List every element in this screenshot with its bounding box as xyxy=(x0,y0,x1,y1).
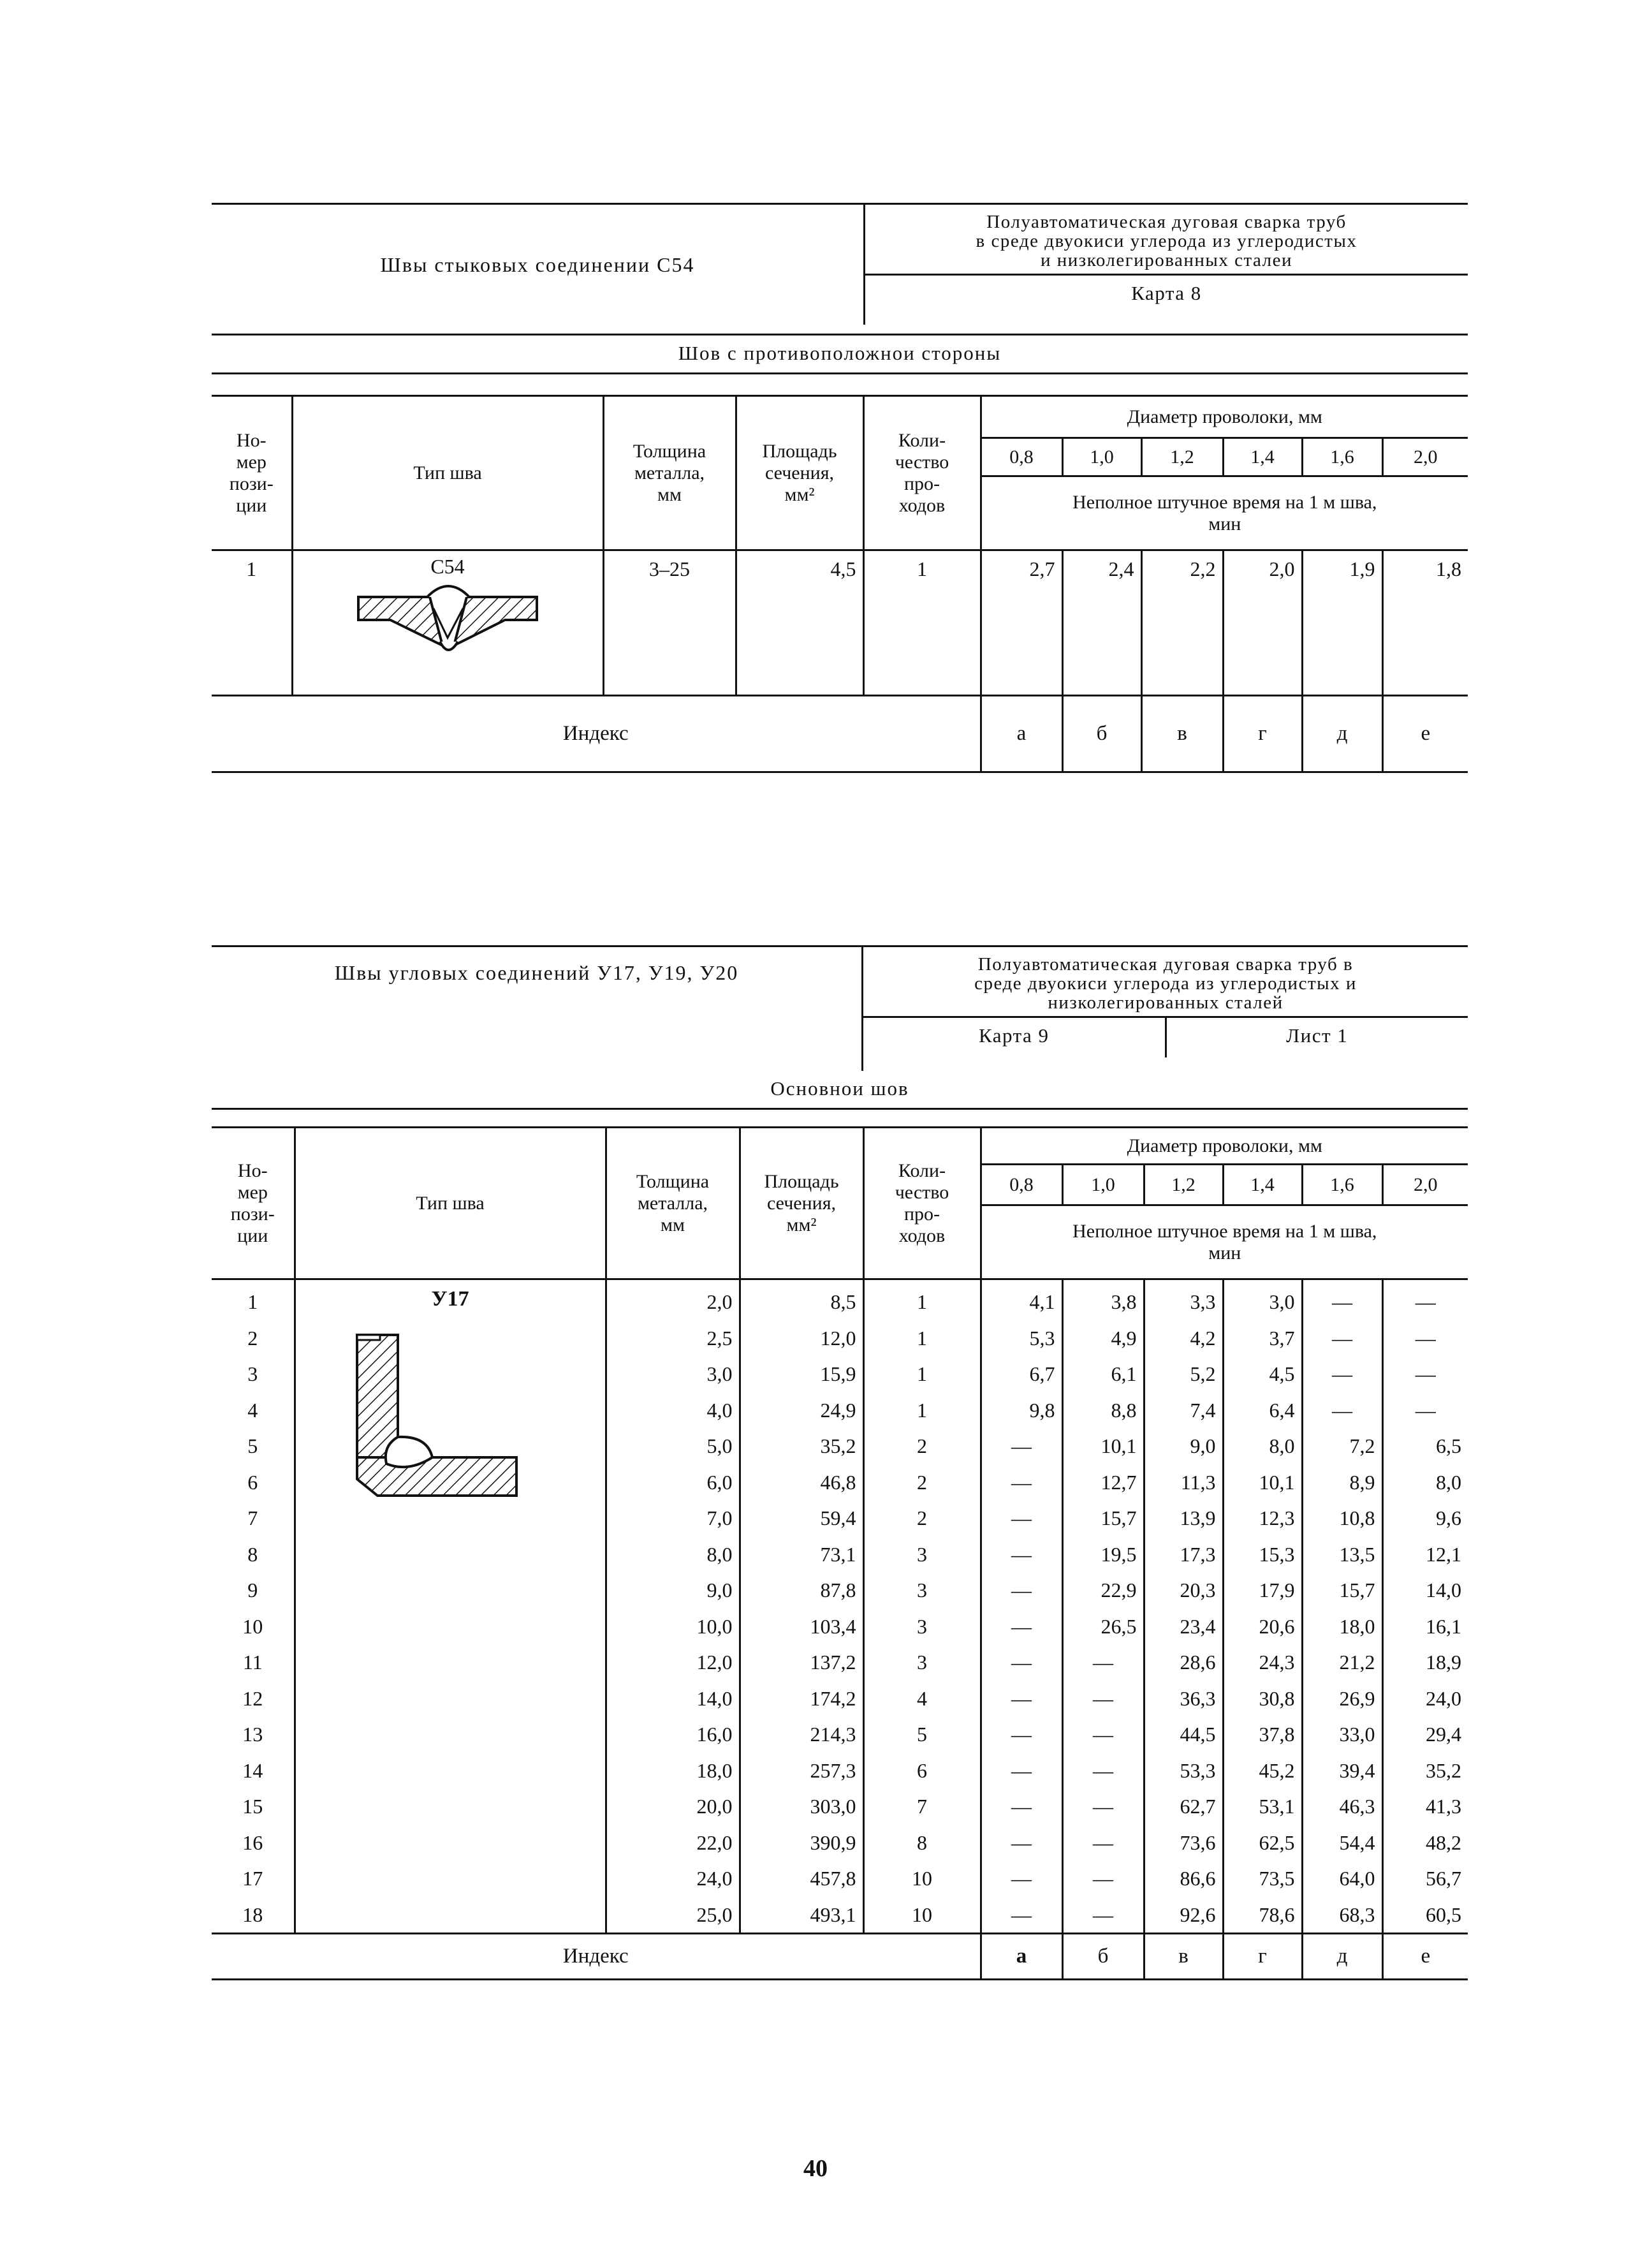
header-line: про- xyxy=(903,1203,940,1225)
row-thickness: 8,0 xyxy=(606,1536,740,1573)
joint-type-cell xyxy=(292,550,603,696)
row-time: 8,8 xyxy=(1062,1392,1144,1429)
row-area: 59,4 xyxy=(740,1500,863,1536)
row-time: 53,3 xyxy=(1144,1753,1223,1789)
row-time: 20,6 xyxy=(1223,1609,1302,1645)
diameter-1-0: 1,0 xyxy=(1062,1165,1144,1205)
row-time: 64,0 xyxy=(1302,1860,1382,1897)
title-line: Полуавтоматическая дуговая сварка труб в xyxy=(977,954,1354,975)
row-time: — xyxy=(981,1681,1062,1717)
row-passes: 3 xyxy=(863,1572,981,1609)
header-line: металла, xyxy=(634,462,705,483)
title-line: и низколегированных сталеи xyxy=(1040,250,1293,270)
row-time: — xyxy=(1062,1860,1144,1897)
row-time: — xyxy=(1062,1825,1144,1861)
card-9-karta-row xyxy=(863,1016,1468,1057)
row-position: 12 xyxy=(212,1681,295,1717)
row-time: 3,8 xyxy=(1062,1279,1144,1320)
header-line: ции xyxy=(237,1225,268,1246)
row-passes: 2 xyxy=(863,1500,981,1536)
header-line: Площадь xyxy=(762,440,837,462)
row-time: 21,2 xyxy=(1302,1644,1382,1681)
row-time: 2,4 xyxy=(1062,550,1141,696)
row-time: 30,8 xyxy=(1223,1681,1302,1717)
row-time: 35,2 xyxy=(1382,1753,1468,1789)
row-time: 48,2 xyxy=(1382,1825,1468,1861)
header-type: Тип шва xyxy=(292,396,603,550)
row-time: — xyxy=(1062,1753,1144,1789)
row-time: — xyxy=(981,1464,1062,1501)
title-line: низколегированных сталей xyxy=(1048,992,1284,1013)
row-passes: 8 xyxy=(863,1825,981,1861)
row-area: 4,5 xyxy=(736,550,863,696)
row-area: 35,2 xyxy=(740,1428,863,1464)
diameter-2-0: 2,0 xyxy=(1382,1165,1468,1205)
title-line: в среде двуокиси углерода из углеродистых xyxy=(976,231,1357,251)
row-thickness: 6,0 xyxy=(606,1464,740,1501)
row-thickness: 2,0 xyxy=(606,1279,740,1320)
row-passes: 4 xyxy=(863,1681,981,1717)
page-number: 40 xyxy=(803,2155,828,2182)
row-time: 68,3 xyxy=(1302,1897,1382,1934)
row-time: — xyxy=(1062,1788,1144,1825)
row-time: 9,6 xyxy=(1382,1500,1468,1536)
row-time: 18,9 xyxy=(1382,1644,1468,1681)
row-position: 16 xyxy=(212,1825,295,1861)
header-passes xyxy=(863,396,981,550)
index-letter: в xyxy=(1141,696,1223,772)
row-time: 6,7 xyxy=(981,1356,1062,1392)
row-time: — xyxy=(1062,1897,1144,1934)
row-time: 17,3 xyxy=(1144,1536,1223,1573)
row-passes: 7 xyxy=(863,1788,981,1825)
row-area: 8,5 xyxy=(740,1279,863,1320)
row-area: 46,8 xyxy=(740,1464,863,1501)
row-time: 22,9 xyxy=(1062,1572,1144,1609)
diameter-2-0: 2,0 xyxy=(1382,438,1468,476)
card-8 xyxy=(212,203,1468,773)
row-thickness: 10,0 xyxy=(606,1609,740,1645)
header-line: мм² xyxy=(784,483,815,505)
row-time: 6,1 xyxy=(1062,1356,1144,1392)
row-time: 46,3 xyxy=(1302,1788,1382,1825)
title-line: среде двуокиси углерода из углеродистых и xyxy=(974,973,1357,994)
row-position: 18 xyxy=(212,1897,295,1934)
row-time: — xyxy=(1382,1320,1468,1357)
row-time: — xyxy=(981,1644,1062,1681)
joint-type-cell xyxy=(295,1279,606,1934)
header-position xyxy=(212,1128,295,1279)
header-line: металла, xyxy=(637,1192,708,1214)
header-line: Неполное штучное время на 1 м шва, xyxy=(1072,491,1377,513)
butt-weld-drawing xyxy=(352,579,543,668)
row-time: 23,4 xyxy=(1144,1609,1223,1645)
row-time: 28,6 xyxy=(1144,1644,1223,1681)
header-type: Тип шва xyxy=(295,1128,606,1279)
row-position: 14 xyxy=(212,1753,295,1789)
row-passes: 1 xyxy=(863,550,981,696)
header-line: ходов xyxy=(898,1225,946,1246)
row-position: 1 xyxy=(212,1279,295,1320)
row-area: 174,2 xyxy=(740,1681,863,1717)
row-time: — xyxy=(981,1897,1062,1934)
table-row xyxy=(212,1279,1468,1320)
header-line: мер xyxy=(237,1181,268,1203)
corner-weld-drawing xyxy=(332,1316,523,1507)
row-position: 8 xyxy=(212,1536,295,1573)
row-time: — xyxy=(981,1536,1062,1573)
row-thickness: 12,0 xyxy=(606,1644,740,1681)
row-thickness: 14,0 xyxy=(606,1681,740,1717)
row-position: 6 xyxy=(212,1464,295,1501)
header-line: чество xyxy=(895,451,949,473)
row-time: 6,4 xyxy=(1223,1392,1302,1429)
row-time: 15,7 xyxy=(1302,1572,1382,1609)
row-time: 8,0 xyxy=(1382,1464,1468,1501)
card-9-right-title xyxy=(863,947,1468,1016)
row-time: 37,8 xyxy=(1223,1716,1302,1753)
diameter-1-0: 1,0 xyxy=(1062,438,1141,476)
header-line: мин xyxy=(1208,1242,1241,1263)
row-time: 4,5 xyxy=(1223,1356,1302,1392)
card-9-header xyxy=(212,945,1468,1071)
diameter-0-8: 0,8 xyxy=(981,1165,1062,1205)
row-thickness: 3,0 xyxy=(606,1356,740,1392)
row-thickness: 7,0 xyxy=(606,1500,740,1536)
index-letter: б xyxy=(1062,1934,1144,1980)
joint-type-label: С54 xyxy=(430,555,465,578)
row-passes: 10 xyxy=(863,1897,981,1934)
row-thickness: 20,0 xyxy=(606,1788,740,1825)
row-area: 390,9 xyxy=(740,1825,863,1861)
row-position: 9 xyxy=(212,1572,295,1609)
header-position xyxy=(212,396,292,550)
row-passes: 2 xyxy=(863,1464,981,1501)
row-time: 20,3 xyxy=(1144,1572,1223,1609)
header-thickness xyxy=(603,396,736,550)
header-line: Толщина xyxy=(633,440,706,462)
header-line: мм xyxy=(657,483,682,505)
row-area: 257,3 xyxy=(740,1753,863,1789)
diameter-1-4: 1,4 xyxy=(1223,438,1302,476)
index-label: Индекс xyxy=(212,1934,981,1980)
card-9 xyxy=(212,945,1468,1980)
row-time: — xyxy=(981,1860,1062,1897)
row-time: 8,9 xyxy=(1302,1464,1382,1501)
row-time: 62,5 xyxy=(1223,1825,1302,1861)
row-time: 4,1 xyxy=(981,1279,1062,1320)
card-8-subtitle: Шов с противоположнои стороны xyxy=(212,334,1468,374)
row-passes: 1 xyxy=(863,1320,981,1357)
row-time: — xyxy=(1302,1392,1382,1429)
row-passes: 10 xyxy=(863,1860,981,1897)
header-line: Коли- xyxy=(898,1160,946,1181)
index-letter: г xyxy=(1223,1934,1302,1980)
row-area: 15,9 xyxy=(740,1356,863,1392)
row-area: 87,8 xyxy=(740,1572,863,1609)
diameter-1-4: 1,4 xyxy=(1223,1165,1302,1205)
row-time: 13,5 xyxy=(1302,1536,1382,1573)
header-line: мер xyxy=(236,451,267,473)
row-time: 92,6 xyxy=(1144,1897,1223,1934)
row-time: 16,1 xyxy=(1382,1609,1468,1645)
row-passes: 5 xyxy=(863,1716,981,1753)
header-line: Толщина xyxy=(636,1170,710,1192)
row-area: 24,9 xyxy=(740,1392,863,1429)
header-time xyxy=(981,1205,1468,1279)
index-letter: е xyxy=(1382,1934,1468,1980)
row-thickness: 22,0 xyxy=(606,1825,740,1861)
row-time: 10,8 xyxy=(1302,1500,1382,1536)
title-line: Полуавтоматическая дуговая сварка труб xyxy=(986,212,1347,232)
row-time: — xyxy=(1382,1279,1468,1320)
header-line: чество xyxy=(895,1181,949,1203)
row-time: 56,7 xyxy=(1382,1860,1468,1897)
row-time: 1,8 xyxy=(1382,550,1468,696)
index-letter: д xyxy=(1302,1934,1382,1980)
diameter-1-6: 1,6 xyxy=(1302,438,1382,476)
index-letter: г xyxy=(1223,696,1302,772)
header-line: пози- xyxy=(229,473,274,494)
row-time: 13,9 xyxy=(1144,1500,1223,1536)
row-passes: 6 xyxy=(863,1753,981,1789)
row-time: 3,0 xyxy=(1223,1279,1302,1320)
card-8-table xyxy=(212,395,1468,773)
card-9-rows xyxy=(212,1279,1468,1934)
row-passes: 3 xyxy=(863,1536,981,1573)
row-position: 3 xyxy=(212,1356,295,1392)
row-area: 73,1 xyxy=(740,1536,863,1573)
header-thickness xyxy=(606,1128,740,1279)
row-thickness: 9,0 xyxy=(606,1572,740,1609)
row-time: 10,1 xyxy=(1223,1464,1302,1501)
row-thickness: 4,0 xyxy=(606,1392,740,1429)
row-passes: 2 xyxy=(863,1428,981,1464)
row-thickness: 2,5 xyxy=(606,1320,740,1357)
row-area: 303,0 xyxy=(740,1788,863,1825)
row-time: 39,4 xyxy=(1302,1753,1382,1789)
row-time: 2,7 xyxy=(981,550,1062,696)
row-time: 3,3 xyxy=(1144,1279,1223,1320)
header-passes xyxy=(863,1128,981,1279)
row-time: 78,6 xyxy=(1223,1897,1302,1934)
row-time: 4,9 xyxy=(1062,1320,1144,1357)
card-9-left-title: Швы угловых соединений У17, У19, У20 xyxy=(212,947,863,1071)
header-line: мин xyxy=(1208,513,1241,534)
row-time: 7,4 xyxy=(1144,1392,1223,1429)
row-time: — xyxy=(981,1716,1062,1753)
row-area: 12,0 xyxy=(740,1320,863,1357)
row-time: — xyxy=(981,1500,1062,1536)
row-area: 214,3 xyxy=(740,1716,863,1753)
index-label: Индекс xyxy=(212,696,981,772)
row-time: 45,2 xyxy=(1223,1753,1302,1789)
row-thickness: 24,0 xyxy=(606,1860,740,1897)
index-letter: а xyxy=(981,1934,1062,1980)
header-line: про- xyxy=(903,473,940,494)
row-passes: 1 xyxy=(863,1279,981,1320)
row-passes: 3 xyxy=(863,1644,981,1681)
row-time: 5,2 xyxy=(1144,1356,1223,1392)
row-position: 13 xyxy=(212,1716,295,1753)
row-thickness: 16,0 xyxy=(606,1716,740,1753)
card-8-karta: Карта 8 xyxy=(865,274,1468,314)
row-time: 15,3 xyxy=(1223,1536,1302,1573)
row-time: 12,1 xyxy=(1382,1536,1468,1573)
row-time: 12,3 xyxy=(1223,1500,1302,1536)
row-position: 4 xyxy=(212,1392,295,1429)
header-time xyxy=(981,476,1468,550)
header-line: Коли- xyxy=(898,429,946,451)
row-position: 10 xyxy=(212,1609,295,1645)
row-time: 73,5 xyxy=(1223,1860,1302,1897)
row-area: 103,4 xyxy=(740,1609,863,1645)
row-time: 60,5 xyxy=(1382,1897,1468,1934)
card-8-right-title xyxy=(865,205,1468,274)
card-9-subtitle: Основнои шов xyxy=(212,1071,1468,1110)
row-time: 29,4 xyxy=(1382,1716,1468,1753)
row-position: 17 xyxy=(212,1860,295,1897)
row-time: 6,5 xyxy=(1382,1428,1468,1464)
row-time: 44,5 xyxy=(1144,1716,1223,1753)
row-thickness: 3–25 xyxy=(603,550,736,696)
header-diameter: Диаметр проволоки, мм xyxy=(981,396,1468,438)
header-line: Но- xyxy=(237,1160,268,1181)
header-line: ции xyxy=(236,494,267,516)
row-time: — xyxy=(1302,1320,1382,1357)
row-time: 73,6 xyxy=(1144,1825,1223,1861)
row-position: 2 xyxy=(212,1320,295,1357)
row-time: — xyxy=(981,1788,1062,1825)
row-time: — xyxy=(981,1572,1062,1609)
row-time: — xyxy=(981,1609,1062,1645)
row-position: 7 xyxy=(212,1500,295,1536)
header-line: Но- xyxy=(236,429,267,451)
card-9-karta: Карта 9 xyxy=(863,1018,1167,1057)
row-time: 1,9 xyxy=(1302,550,1382,696)
row-time: 54,4 xyxy=(1302,1825,1382,1861)
row-time: 33,0 xyxy=(1302,1716,1382,1753)
index-letter: д xyxy=(1302,696,1382,772)
header-line: ходов xyxy=(898,494,946,516)
row-position: 5 xyxy=(212,1428,295,1464)
row-time: 62,7 xyxy=(1144,1788,1223,1825)
header-line: мм² xyxy=(786,1214,817,1235)
row-position: 1 xyxy=(212,550,292,696)
header-line: сечения, xyxy=(764,462,835,483)
row-time: — xyxy=(981,1428,1062,1464)
row-time: 4,2 xyxy=(1144,1320,1223,1357)
index-letter: в xyxy=(1144,1934,1223,1980)
row-area: 457,8 xyxy=(740,1860,863,1897)
row-time: — xyxy=(1302,1356,1382,1392)
index-letter: б xyxy=(1062,696,1141,772)
header-diameter: Диаметр проволоки, мм xyxy=(981,1128,1468,1165)
row-time: 15,7 xyxy=(1062,1500,1144,1536)
row-time: 36,3 xyxy=(1144,1681,1223,1717)
row-time: 9,8 xyxy=(981,1392,1062,1429)
row-area: 137,2 xyxy=(740,1644,863,1681)
row-area: 493,1 xyxy=(740,1897,863,1934)
row-time: 26,5 xyxy=(1062,1609,1144,1645)
row-time: 41,3 xyxy=(1382,1788,1468,1825)
row-time: 19,5 xyxy=(1062,1536,1144,1573)
header-line: Неполное штучное время на 1 м шва, xyxy=(1072,1220,1377,1242)
card-9-sheet: Лист 1 xyxy=(1286,1024,1349,1047)
row-position: 15 xyxy=(212,1788,295,1825)
row-passes: 1 xyxy=(863,1356,981,1392)
row-time: 14,0 xyxy=(1382,1572,1468,1609)
row-time: 5,3 xyxy=(981,1320,1062,1357)
row-time: 86,6 xyxy=(1144,1860,1223,1897)
row-time: — xyxy=(1062,1716,1144,1753)
header-line: мм xyxy=(661,1214,685,1235)
row-time: — xyxy=(981,1825,1062,1861)
index-letter: а xyxy=(981,696,1062,772)
row-time: 53,1 xyxy=(1223,1788,1302,1825)
card-8-left-title: Швы стыковых соединении С54 xyxy=(212,205,865,325)
row-time: 18,0 xyxy=(1302,1609,1382,1645)
row-time: 12,7 xyxy=(1062,1464,1144,1501)
row-time: 11,3 xyxy=(1144,1464,1223,1501)
row-time: — xyxy=(981,1753,1062,1789)
row-time: 2,0 xyxy=(1223,550,1302,696)
row-time: 3,7 xyxy=(1223,1320,1302,1357)
header-line: сечения, xyxy=(766,1192,837,1214)
diameter-1-6: 1,6 xyxy=(1302,1165,1382,1205)
row-time: 2,2 xyxy=(1141,550,1223,696)
header-area xyxy=(736,396,863,550)
row-thickness: 18,0 xyxy=(606,1753,740,1789)
diameter-1-2: 1,2 xyxy=(1141,438,1223,476)
header-line: пози- xyxy=(230,1203,275,1225)
row-time: 8,0 xyxy=(1223,1428,1302,1464)
header-area xyxy=(740,1128,863,1279)
row-time: — xyxy=(1062,1644,1144,1681)
row-position: 11 xyxy=(212,1644,295,1681)
diameter-1-2: 1,2 xyxy=(1144,1165,1223,1205)
row-passes: 1 xyxy=(863,1392,981,1429)
row-time: 26,9 xyxy=(1302,1681,1382,1717)
card-9-table xyxy=(212,1126,1468,1980)
row-time: 17,9 xyxy=(1223,1572,1302,1609)
row-time: — xyxy=(1062,1681,1144,1717)
row-time: 7,2 xyxy=(1302,1428,1382,1464)
joint-type-label: У17 xyxy=(431,1287,469,1311)
row-thickness: 25,0 xyxy=(606,1897,740,1934)
row-time: 24,0 xyxy=(1382,1681,1468,1717)
diameter-0-8: 0,8 xyxy=(981,438,1062,476)
row-thickness: 5,0 xyxy=(606,1428,740,1464)
row-time: 9,0 xyxy=(1144,1428,1223,1464)
row-time: — xyxy=(1382,1356,1468,1392)
card-8-header xyxy=(212,203,1468,325)
row-time: 24,3 xyxy=(1223,1644,1302,1681)
row-time: — xyxy=(1302,1279,1382,1320)
row-passes: 3 xyxy=(863,1609,981,1645)
index-letter: е xyxy=(1382,696,1468,772)
header-line: Площадь xyxy=(764,1170,839,1192)
row-time: 10,1 xyxy=(1062,1428,1144,1464)
row-time: — xyxy=(1382,1392,1468,1429)
